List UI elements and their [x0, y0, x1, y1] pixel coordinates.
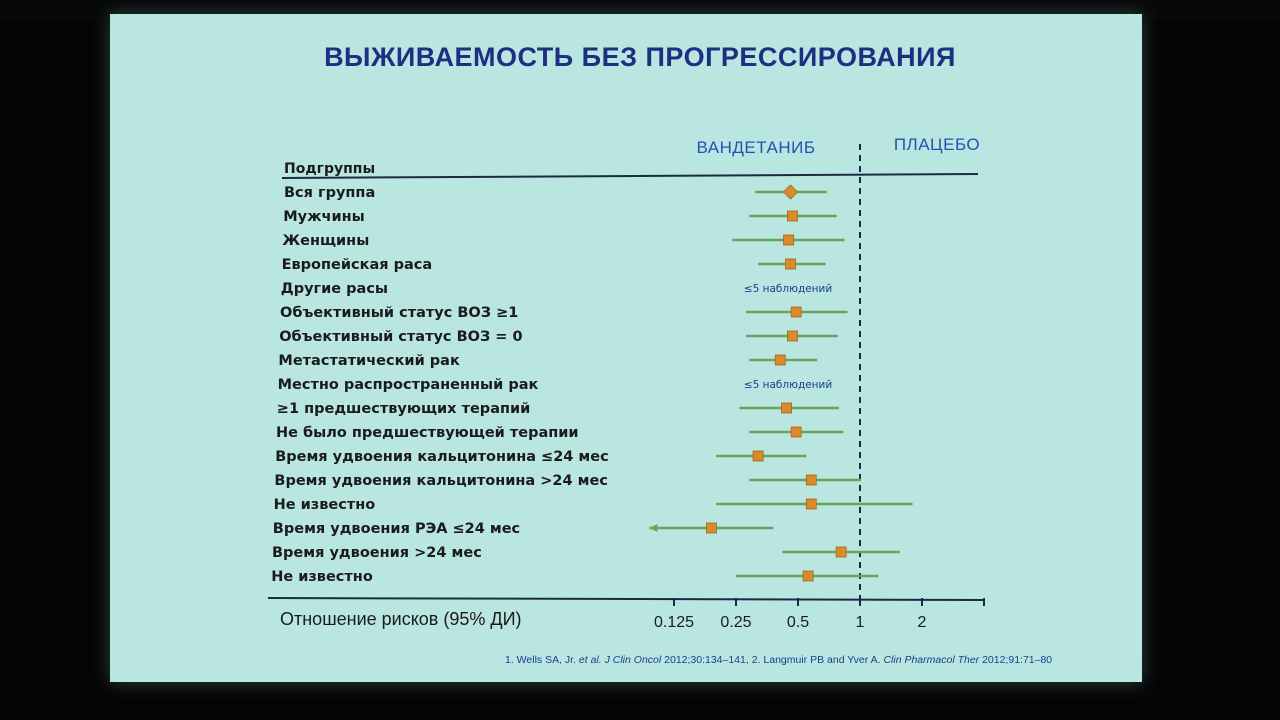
row-label: Объективный статус ВОЗ = 0 — [279, 329, 523, 345]
ci-arrow-left-icon — [649, 524, 657, 532]
row-note: ≤5 наблюдений — [743, 283, 833, 295]
forest-row — [279, 329, 838, 345]
forest-row — [271, 569, 878, 585]
row-label: Время удвоения кальцитонина >24 мес — [274, 473, 608, 489]
row-label: Метастатический рак — [278, 353, 460, 369]
reference-part-3: 2012;30:134–141, 2. Langmuir PB and Yver A. — [661, 654, 884, 666]
row-label: Другие расы — [280, 281, 389, 297]
row-label: Время удвоения кальцитонина ≤24 мес — [275, 449, 609, 465]
point-estimate — [706, 523, 716, 533]
point-estimate — [753, 451, 763, 461]
x-tick-label: 0.125 — [653, 614, 695, 631]
point-estimate — [791, 307, 801, 317]
point-estimate — [787, 211, 797, 221]
forest-row — [272, 545, 900, 561]
point-estimate — [784, 235, 794, 245]
forest-row — [277, 401, 839, 417]
reference-part-4: Clin Pharmacol Ther — [883, 654, 980, 666]
reference-part-2: et al. J Clin Oncol — [578, 654, 662, 666]
x-axis-line — [268, 598, 984, 600]
point-estimate — [786, 259, 796, 269]
forest-row — [278, 353, 817, 369]
arm-label-placebo: ПЛАЦЕБО — [893, 135, 981, 154]
point-estimate — [775, 355, 785, 365]
row-label: Время удвоения >24 мес — [272, 545, 482, 561]
row-label: ≥1 предшествующих терапий — [276, 401, 531, 417]
x-tick-label: 0.5 — [786, 614, 810, 631]
forest-row — [282, 233, 844, 249]
row-label: Мужчины — [283, 209, 365, 225]
row-label: Время удвоения РЭА ≤24 мес — [272, 521, 521, 537]
forest-rows — [271, 185, 912, 585]
point-estimate — [806, 475, 816, 485]
x-tick-label: 2 — [917, 614, 927, 631]
point-estimate-diamond — [784, 185, 798, 199]
row-note: ≤5 наблюдений — [743, 379, 833, 391]
x-tick-label: 0.25 — [720, 614, 752, 631]
row-label: Местно распространенный рак — [277, 377, 539, 393]
reference-part-5: 2012;91:71–80 — [979, 654, 1053, 666]
x-axis-title: Отношение рисков (95% ДИ) — [280, 609, 522, 629]
point-estimate — [791, 427, 801, 437]
point-estimate — [787, 331, 797, 341]
row-label: Объективный статус ВОЗ ≥1 — [280, 305, 519, 321]
point-estimate — [836, 547, 846, 557]
row-label: Вся группа — [284, 185, 376, 201]
forest-row — [276, 425, 843, 441]
forest-row — [282, 257, 826, 273]
forest-row — [275, 449, 806, 465]
forest-row — [281, 281, 832, 297]
references — [505, 654, 1125, 666]
forest-row — [284, 185, 827, 201]
row-label: Не известно — [273, 497, 376, 513]
forest-row — [283, 209, 836, 225]
point-estimate — [782, 403, 792, 413]
row-label: Не было предшествующей терапии — [276, 425, 579, 441]
forest-row — [274, 497, 913, 513]
x-axis — [268, 598, 984, 631]
point-estimate — [806, 499, 816, 509]
forest-row — [273, 521, 774, 537]
forest-row — [274, 473, 860, 489]
row-label: Женщины — [282, 233, 370, 249]
row-label: Европейская раса — [281, 257, 433, 273]
point-estimate — [803, 571, 813, 581]
reference-part-1: 1. Wells SA, Jr. — [505, 654, 579, 666]
forest-row — [278, 377, 833, 393]
x-tick-label: 1 — [855, 614, 865, 631]
forest-row — [280, 305, 848, 321]
row-label: Не известно — [271, 569, 373, 585]
subgroups-header: Подгруппы — [284, 161, 376, 177]
slide-title: ВЫЖИВАЕМОСТЬ БЕЗ ПРОГРЕССИРОВАНИЯ — [324, 42, 956, 72]
header-divider — [282, 174, 978, 178]
arm-label-vandetanib: ВАНДЕТАНИБ — [696, 138, 816, 157]
